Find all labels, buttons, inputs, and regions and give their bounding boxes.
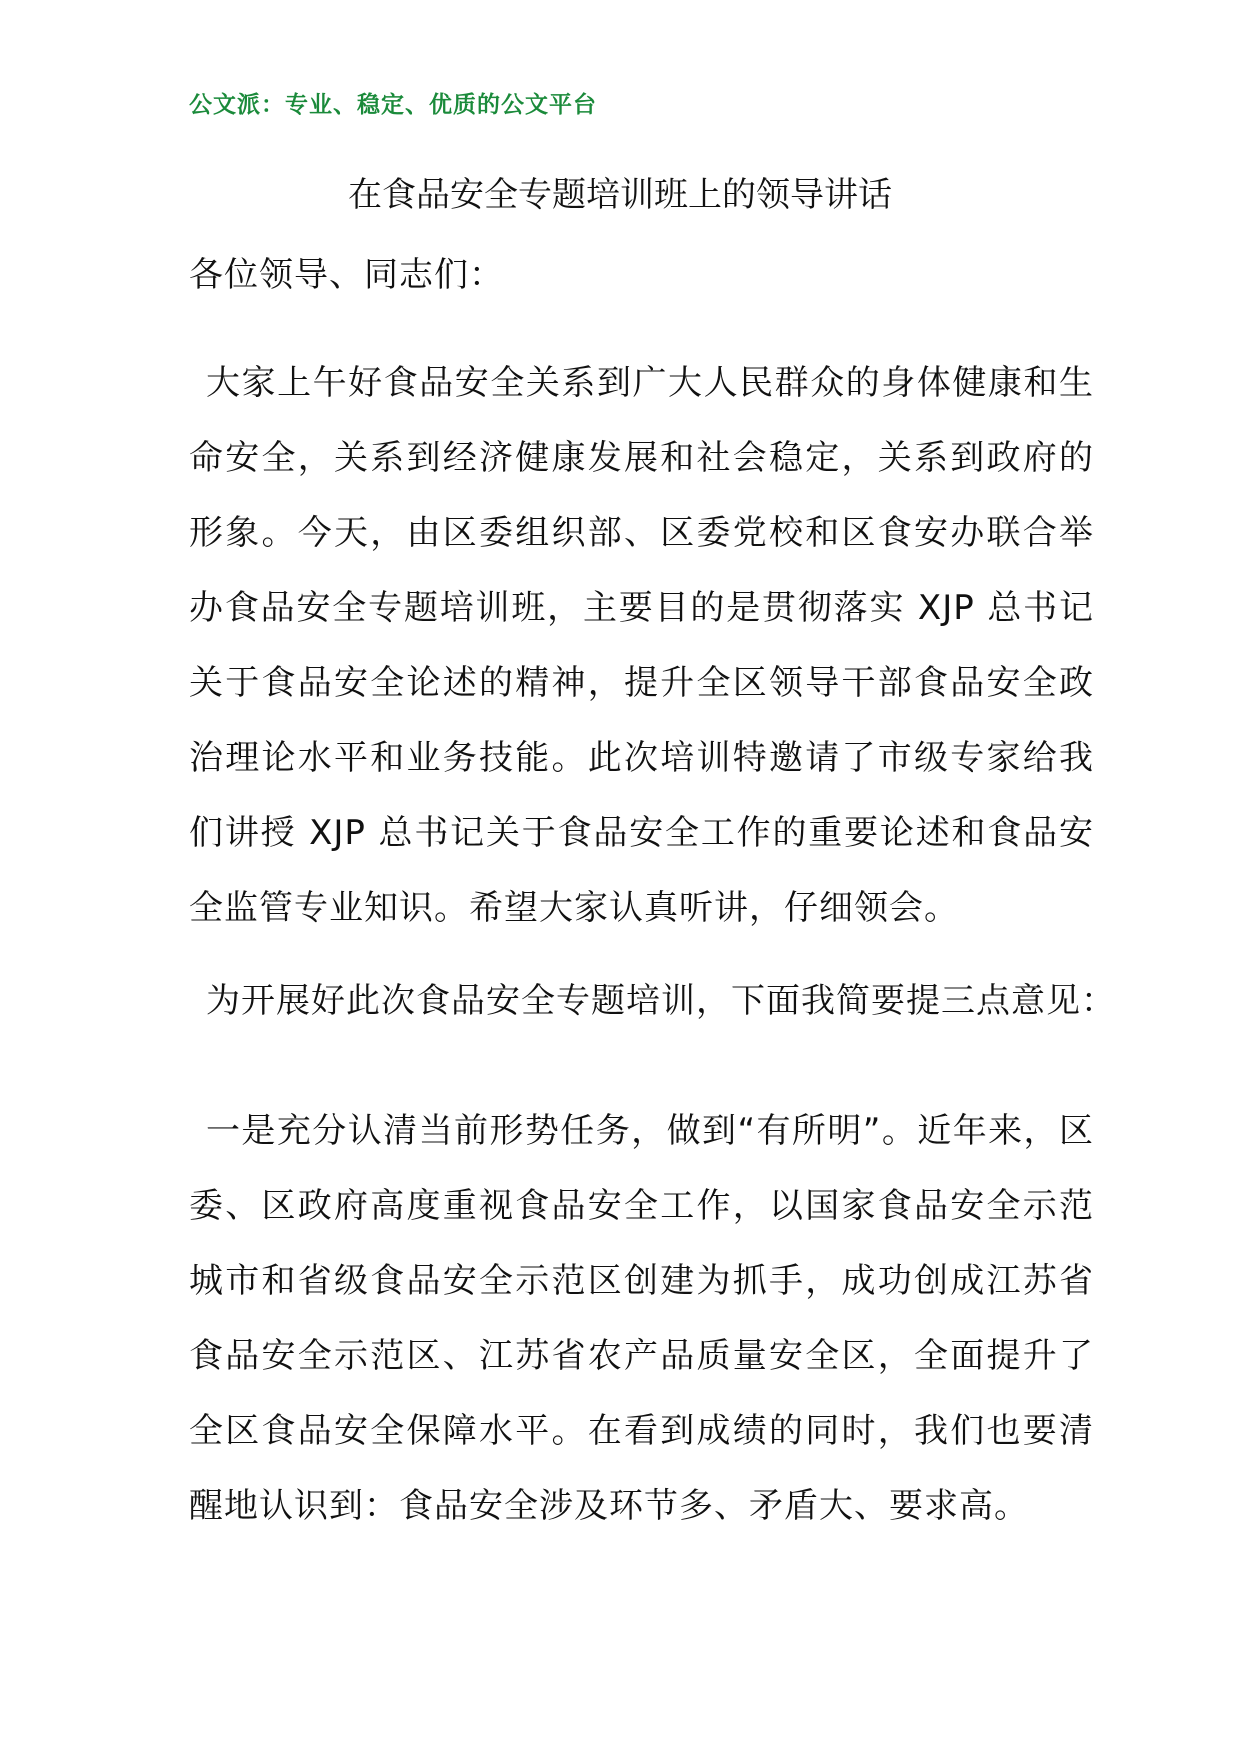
header-tagline: 公文派：专业、稳定、优质的公文平台 <box>189 92 597 118</box>
paragraph-point-one: 一是充分认清当前形势任务，做到“有所明”。近年来，区委、区政府高度重视食品安全工作，以国家食品安全示范城市和省级食品安全示范区创建为抓手，成功创成江苏省食品安全示范区、江苏省农产品质量安全区，全面提升了全区食品安全保障水平。在看到成绩的同时，我们也要清醒地认识到：食品安全涉及环节多、矛盾大、要求高。 <box>189 1111 1094 1526</box>
salutation: 各位领导、同志们： <box>189 255 504 295</box>
paragraph-overview: 为开展好此次食品安全专题培训，下面我简要提三点意见： <box>206 981 1116 1021</box>
document-title: 在食品安全专题培训班上的领导讲话 <box>348 175 892 215</box>
paragraph-intro: 大家上午好食品安全关系到广大人民群众的身体健康和生命安全，关系到经济健康发展和社会稳定，关系到政府的形象。今天，由区委组织部、区委党校和区食安办联合举办食品安全专题培训班，主要目的是贯彻落实 XJP 总书记关于食品安全论述的精神，提升全区领导干部食品安全政治理论水平和业务技能。此次培训特邀请了市级专家给我们讲授 XJP 总书记关于食品安全工作的重要论述和食品安全监管专业知识。希望大家认真听讲，仔细领会。 <box>189 363 1094 928</box>
